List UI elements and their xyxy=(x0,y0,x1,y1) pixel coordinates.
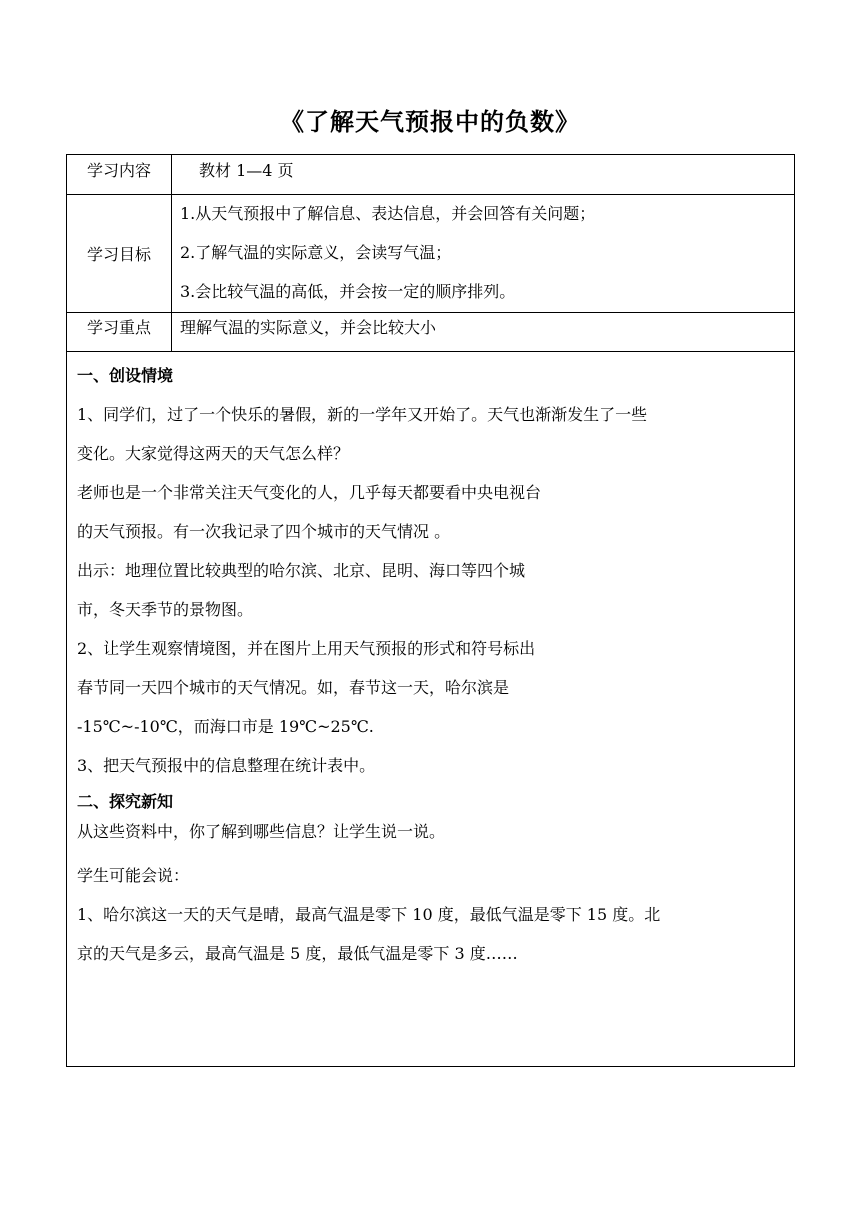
body-line: 1、哈尔滨这一天的天气是晴，最高气温是零下 10 度，最低气温是零下 15 度。北 xyxy=(77,905,661,924)
goal-item: 3.会比较气温的高低，并会按一定的顺序排列。 xyxy=(180,282,516,301)
lesson-plan-table xyxy=(66,154,795,1067)
content-label: 学习内容 xyxy=(67,155,172,195)
goal-item: 2.了解气温的实际意义，会读写气温； xyxy=(180,243,452,262)
goal-item: 1.从天气预报中了解信息、表达信息，并会回答有关问题； xyxy=(180,204,596,223)
body-line: 变化。大家觉得这两天的天气怎么样？ xyxy=(77,444,350,463)
goals-cell xyxy=(172,195,795,313)
body-line: 从这些资料中，你了解到哪些信息？让学生说一说。 xyxy=(77,822,446,841)
body-line: 3、把天气预报中的信息整理在统计表中。 xyxy=(77,756,376,775)
body-line: 的天气预报。有一次我记录了四个城市的天气情况 。 xyxy=(77,522,451,541)
body-line: 老师也是一个非常关注天气变化的人，几乎每天都要看中央电视台 xyxy=(77,483,542,502)
content-value: 教材 1—4 页 xyxy=(172,155,795,195)
body-line: 京的天气是多云，最高气温是 5 度，最低气温是零下 3 度…… xyxy=(77,944,518,963)
content-row xyxy=(67,155,795,195)
lesson-body xyxy=(67,352,795,1067)
body-line: 1、同学们，过了一个快乐的暑假，新的一学年又开始了。天气也渐渐发生了一些 xyxy=(77,405,648,424)
focus-label: 学习重点 xyxy=(67,313,172,352)
body-line: 市，冬天季节的景物图。 xyxy=(77,600,254,619)
body-row xyxy=(67,352,795,1067)
body-line: 出示：地理位置比较典型的哈尔滨、北京、昆明、海口等四个城 xyxy=(77,561,526,580)
body-line: 春节同一天四个城市的天气情况。如，春节这一天，哈尔滨是 xyxy=(77,678,510,697)
section-heading: 二、探究新知 xyxy=(77,792,174,811)
goals-label: 学习目标 xyxy=(67,195,172,313)
goals-row xyxy=(67,195,795,313)
focus-row xyxy=(67,313,795,352)
body-line: 2、让学生观察情境图，并在图片上用天气预报的形式和符号标出 xyxy=(77,639,536,658)
section-heading: 一、创设情境 xyxy=(77,366,174,385)
document-title: 《了解天气预报中的负数》 xyxy=(280,108,580,136)
body-line: 学生可能会说： xyxy=(77,866,190,885)
focus-value: 理解气温的实际意义，并会比较大小 xyxy=(172,313,795,352)
body-line: -15℃~-10℃，而海口市是 19℃~25℃. xyxy=(77,717,374,736)
